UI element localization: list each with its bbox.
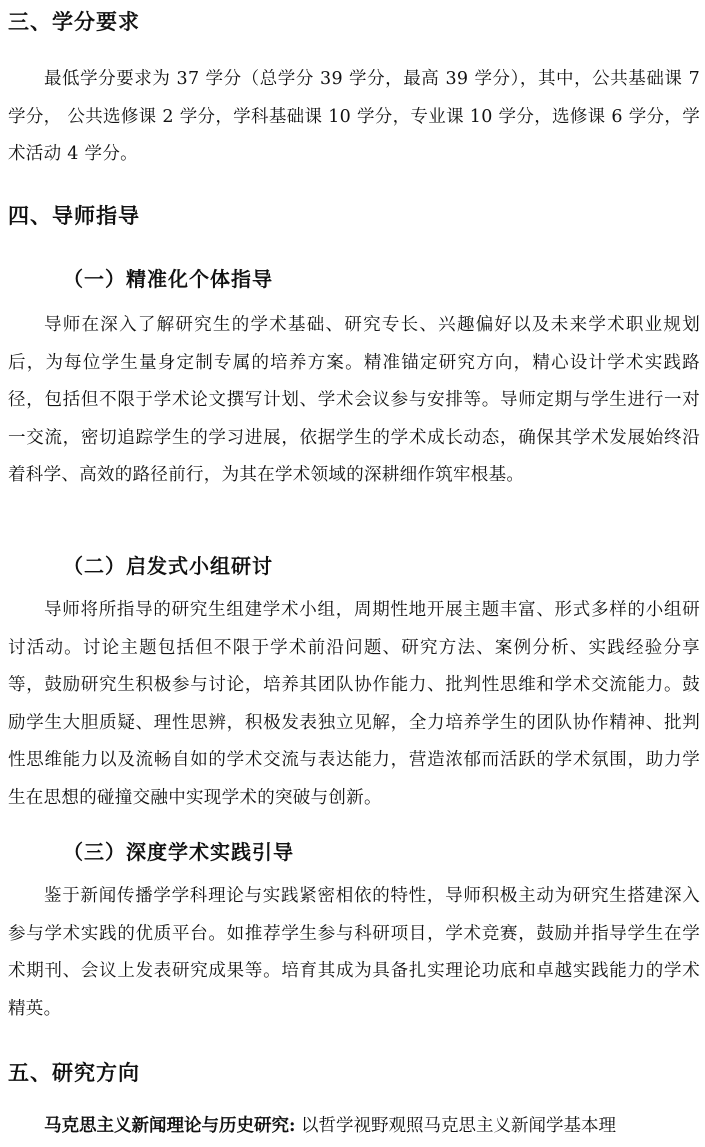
individual-guidance-paragraph: 导师在深入了解研究生的学术基础、研究专长、兴趣偏好以及未来学术职业规划后，为每位学生量身定制专属的培养方案。精准锚定研究方向，精心设计学术实践路径，包括但不限于学术论文撰写计划、学术会议参与安排等。导师定期与学生进行一对一交流，密切追踪学生的学习进展，依据学生的学术成长动态，确保其学术发展始终沿着科学、高效的路径前行，为其在学术领域的深耕细作筑牢根基。 — [8, 315, 700, 485]
credits-paragraph: 最低学分要求为 37 学分（总学分 39 学分，最高 39 学分），其中，公共基础课 7 学分， 公共选修课 2 学分，学科基础课 10 学分，专业课 10 学分，选修课 6 学分，学术活动 4 学分。 — [8, 69, 700, 164]
subheading-individual-guidance: （一）精准化个体指导 — [63, 267, 273, 291]
section-heading-advisor: 四、导师指导 — [8, 204, 140, 228]
academic-practice-paragraph: 鉴于新闻传播学学科理论与实践紧密相依的特性，导师积极主动为研究生搭建深入参与学术实践的优质平台。如推荐学生参与科研项目，学术竞赛，鼓励并指导学生在学术期刊、会议上发表研究成果等。培育其成为具备扎实理论功底和卓越实践能力的学术精英。 — [8, 886, 700, 1019]
research-direction-text: 以哲学视野观照马克思主义新闻学基本理 — [295, 1116, 617, 1136]
subheading-academic-practice: （三）深度学术实践引导 — [63, 840, 294, 864]
research-direction-paragraph — [8, 1108, 700, 1146]
subheading-group-discussion: （二）启发式小组研讨 — [63, 554, 273, 578]
section-heading-research: 五、研究方向 — [8, 1061, 140, 1085]
research-direction-title: 马克思主义新闻理论与历史研究: — [44, 1116, 296, 1136]
section-heading-credits: 三、学分要求 — [8, 10, 140, 34]
group-discussion-paragraph: 导师将所指导的研究生组建学术小组，周期性地开展主题丰富、形式多样的小组研讨活动。讨论主题包括但不限于学术前沿问题、研究方法、案例分析、实践经验分享等，鼓励研究生积极参与讨论，培养其团队协作能力、批判性思维和学术交流能力。鼓励学生大胆质疑、理性思辨，积极发表独立见解，全力培养学生的团队协作精神、批判性思维能力以及流畅自如的学术交流与表达能力，营造浓郁而活跃的学术氛围，助力学生在思想的碰撞交融中实现学术的突破与创新。 — [8, 600, 700, 808]
